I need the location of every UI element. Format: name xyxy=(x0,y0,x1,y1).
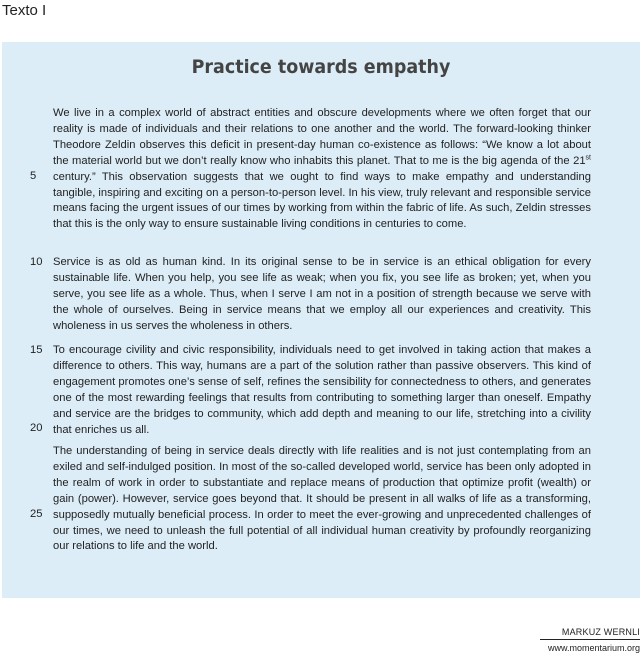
paragraph-1-text-b: century.” This observation suggests that we ought to find ways to make empathy and understanding tangible, inspiring and exciting on a person-to-person level. In his view, truly relevant and responsible service means facing the urgent issues of our times by working from within the fabric of life. As such, Zeldin stresses that this is the only way to ensure sustainable living conditions in centuries to come. xyxy=(53,170,591,231)
line-number-10: 10 xyxy=(30,256,43,268)
paragraph-1-text-a: We live in a complex world of abstract entities and obscure developments where we often forget that our reality is made of individuals and their relations to one another and the world. The forward-looking thinker Theodore Zeldin observes this deficit in present-day human co-existence as follows: “We know a lot about the material world but we don’t really know who inhabits this planet. That to me is the big agenda of the 21 xyxy=(53,107,591,167)
paragraph-3 xyxy=(53,343,591,438)
ordinal-suffix: st xyxy=(585,153,591,161)
paragraph-1 xyxy=(53,106,591,233)
paragraph-4-text: The understanding of being in service deals directly with life realities and is not just contemplating from an exiled and self-indulged position. In most of the so-called developed world, service has been only adopted in the realm of work in order to substantiate and replace means of production that optimize profit (wealth) or gain (power). However, service goes beyond that. It should be present in all walks of life as a transforming, supposedly mutually beneficial process. In order to meet the ever-growing and unprecedented challenges of our times, we need to unleash the full potential of all individual human creativity by profoundly reorganizing our relations to life and the world. xyxy=(53,445,591,553)
paragraph-2 xyxy=(53,255,591,335)
paragraph-2-text: Service is as old as human kind. In its original sense to be in service is an ethical obligation for every sustainable life. When you help, you see life as weak; when you fix, you see life as broken; yet, when you serve, you see life as a whole. Thus, when I serve I am not in a position of strength because we serve with the whole of ourselves. Being in service means that we employ all our experiences and creativity. This wholeness in us serves the wholeness in others. xyxy=(53,256,591,332)
line-number-5: 5 xyxy=(30,170,37,182)
text-label: Texto I xyxy=(2,2,47,19)
line-number-25: 25 xyxy=(30,508,43,520)
article-panel xyxy=(2,42,640,598)
article-title: Practice towards empathy xyxy=(191,56,451,78)
line-number-15: 15 xyxy=(30,344,43,356)
line-number-20: 20 xyxy=(30,422,43,434)
source-website: www.momentarium.org xyxy=(547,643,640,653)
paragraph-4 xyxy=(53,444,591,555)
author-divider xyxy=(540,639,640,640)
author-name: MARKUZ WERNLI xyxy=(561,627,640,637)
paragraph-3-text: To encourage civility and civic responsibility, individuals need to get involved in taking action that makes a difference to others. This way, humans are a part of the solution rather than passive observers. This kind of engagement promotes one’s sense of self, refines the sensibility for connectedness to others, and generates one of the most rewarding feelings that results from contributing to something larger than oneself. Empathy and service are the bridges to community, which add depth and meaning to our life, stretching into a civility that enriches us all. xyxy=(53,344,591,436)
